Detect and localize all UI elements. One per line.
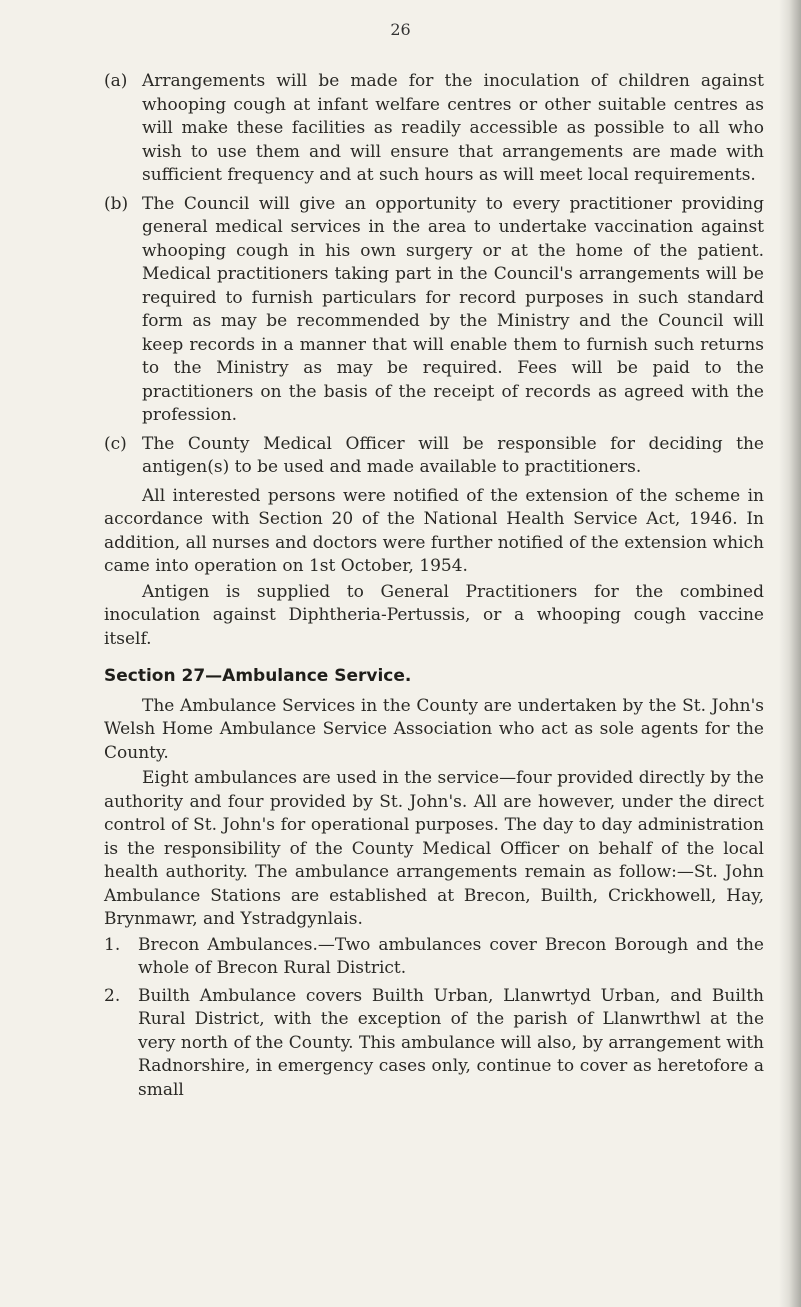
page-edge-shadow bbox=[779, 0, 801, 1307]
list-item-b bbox=[104, 193, 764, 428]
item-text: Builth Ambulance covers Builth Urban, Llanwrtyd Urban, and Builth Rural District, with the exception of the parish of Llanwrthwl at the very north of the County. This ambulance will also, by arrangement with Radnorshire, in emergency cases only, continue to cover as heretofore a small bbox=[138, 985, 764, 1100]
paragraph-ambulance-services: The Ambulance Services in the County are undertaken by the St. John's Welsh Home Ambulance Service Association who act as sole agents for the County. bbox=[104, 695, 764, 763]
list-item-a bbox=[104, 70, 764, 188]
document-body bbox=[104, 70, 764, 1106]
item-text: Arrangements will be made for the inoculation of children against whooping cough at infant welfare centres or other suitable centres as will make these facilities as readily accessible as possible to all who wish to use them and will ensure that arrangements are made with sufficient frequency and at such hours as will meet local requirements. bbox=[142, 71, 764, 185]
item-label: 2. bbox=[104, 985, 121, 1006]
item-label: 1. bbox=[104, 934, 121, 955]
paragraph-antigen: Antigen is supplied to General Practitioners for the combined inoculation against Diphtheria-Pertussis, or a whooping cough vaccine itself. bbox=[104, 581, 764, 649]
section-heading: Section 27—Ambulance Service. bbox=[104, 666, 412, 686]
item-label: (a) bbox=[104, 71, 128, 91]
numbered-item-2 bbox=[104, 985, 764, 1103]
paragraph-notification: All interested persons were notified of the extension of the scheme in accordance with Section 20 of the National Health Service Act, 1946. In addition, all nurses and doctors were further notified of the extension which came into operation on 1st October, 1954. bbox=[104, 485, 764, 576]
item-label: (b) bbox=[104, 193, 129, 214]
list-item-c bbox=[104, 433, 764, 480]
item-text: The County Medical Officer will be responsible for deciding the antigen(s) to be used and made available to practitioners. bbox=[142, 433, 764, 477]
item-label: (c) bbox=[104, 433, 127, 454]
item-text: Brecon Ambulances.—Two ambulances cover Brecon Borough and the whole of Brecon Rural District. bbox=[138, 934, 764, 978]
numbered-item-1 bbox=[104, 934, 764, 981]
page-number: 26 bbox=[390, 20, 411, 39]
paragraph-ambulance-arrangements: Eight ambulances are used in the service—four provided directly by the authority and four provided by St. John's. All are however, under the direct control of St. John's for operational purposes. The day to day administration is the responsibility of the County Medical Officer on behalf of the local health authority. The ambulance arrangements remain as follow:—St. John Ambulance Stations are established at Brecon, Builth, Crickhowell, Hay, Brynmawr, and Ystradgynlais. bbox=[104, 768, 764, 929]
item-text: The Council will give an opportunity to every practitioner providing general medical services in the area to undertake vaccination against whooping cough in his own surgery or at the home of the patient. Medical practitioners taking part in the Council's arrangements will be required to furnish particulars for record purposes in such standard form as may be recommended by the Ministry and the Council will keep records in a manner that will enable them to furnish such returns to the Ministry as may be required. Fees will be paid to the practitioners on the basis of the receipt of records as agreed with the profession. bbox=[142, 193, 764, 425]
